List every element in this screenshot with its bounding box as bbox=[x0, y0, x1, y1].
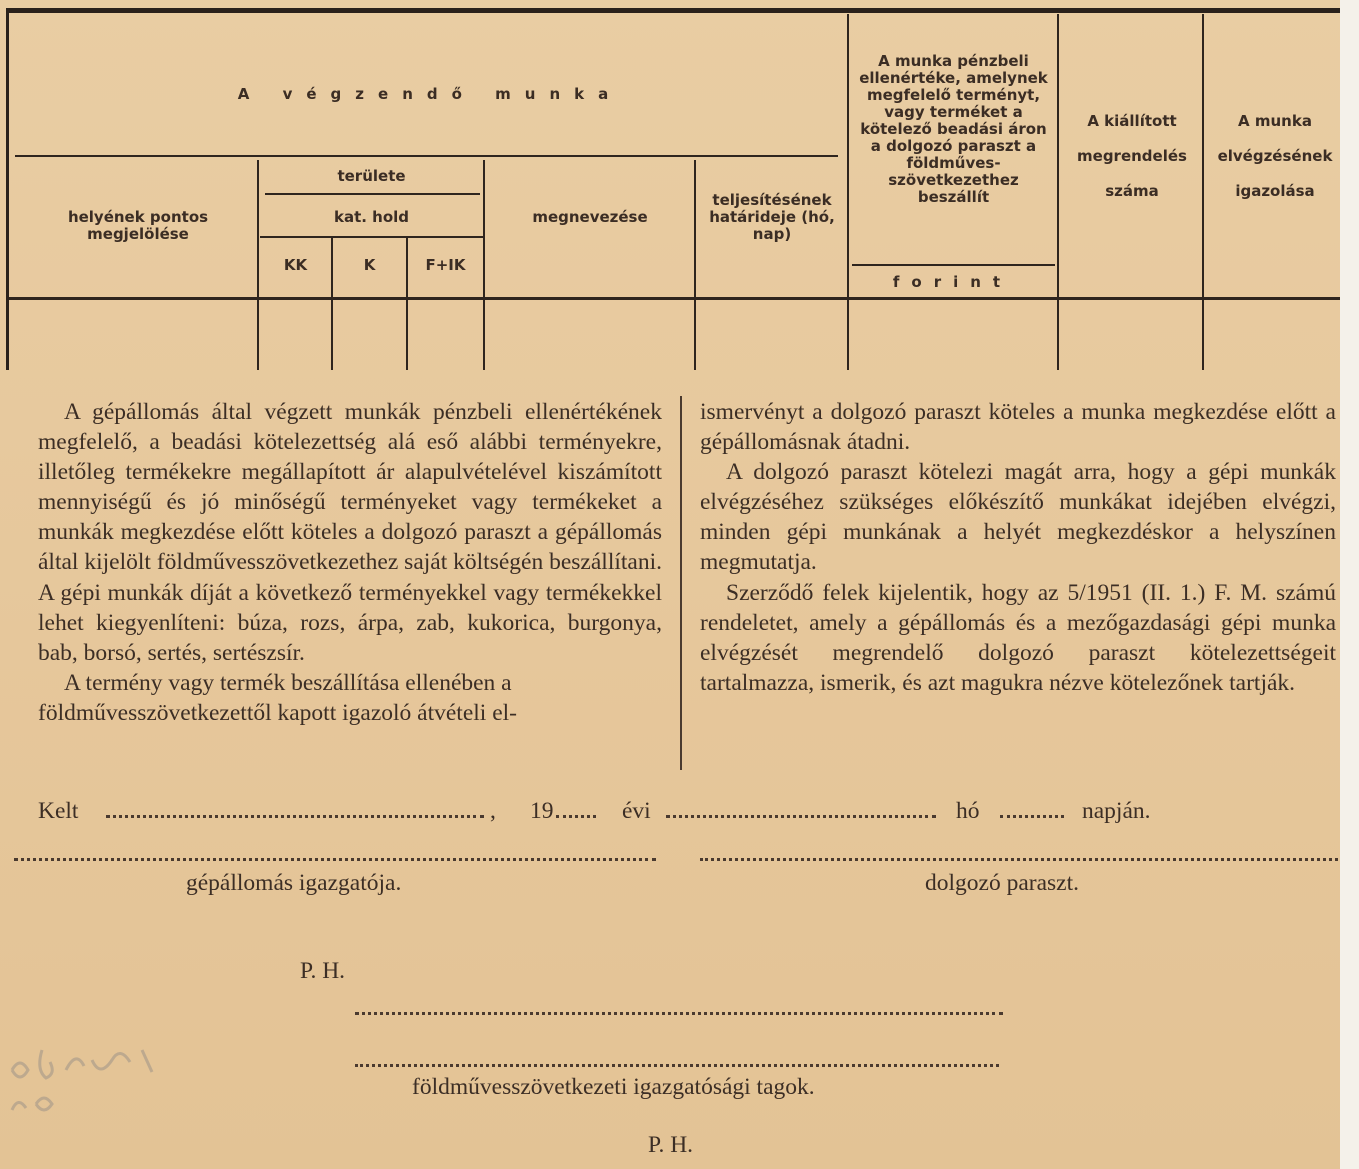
paragraph: A gépállomás által végzett munkák pénzbeli ellenértékének megfelelő, a beadási kötelezettség alá eső alábbi terményekre, illetőleg termékekre megállapított ár alapulvételével kiszámított mennyiségű és jó minőségű terményeket vagy termékeket a munkák megkezdése előtt köteles a dolgozó paraszt a gépállomás által kijelölt földművesszövetkezethez saját költségén beszállítani. A gépi munkák díját a következő terményekkel vagy termékekkel lehet kiegyenlíteni: búza, rozs, árpa, zab, kukorica, burgonya, bab, borsó, sertés, sertészsír. bbox=[38, 399, 662, 666]
coop-board-label: földművesszövetkezeti igazgatósági tagok. bbox=[412, 1074, 815, 1100]
header-kk: KK bbox=[283, 256, 308, 274]
table-rule bbox=[15, 155, 838, 157]
table-rule bbox=[9, 297, 1340, 300]
header-value-unit: forint bbox=[892, 273, 1013, 291]
header-cert: A munka elvégzésének igazolása bbox=[1217, 112, 1333, 200]
header-area-unit: kat. hold bbox=[333, 208, 410, 226]
table-divider bbox=[847, 14, 849, 370]
year-dotted-line[interactable] bbox=[556, 815, 596, 818]
coop-signature-line-1[interactable] bbox=[355, 1012, 1003, 1015]
evi-label: évi bbox=[622, 798, 651, 824]
column-divider bbox=[680, 396, 682, 770]
table-divider bbox=[257, 160, 259, 370]
year-prefix: 19 bbox=[530, 798, 554, 824]
left-signature-line[interactable] bbox=[14, 858, 656, 861]
director-label: gépállomás igazgatója. bbox=[186, 870, 402, 896]
table-rule bbox=[265, 193, 480, 195]
table-rule bbox=[852, 264, 1055, 266]
pencil-scribble-icon bbox=[2, 1030, 172, 1130]
coop-signature-line-2[interactable] bbox=[355, 1064, 999, 1067]
table-rule bbox=[260, 236, 483, 238]
right-signature-line[interactable] bbox=[700, 858, 1338, 861]
header-area: területe bbox=[337, 167, 406, 185]
table-divider bbox=[1057, 14, 1059, 370]
peasant-label: dolgozó paraszt. bbox=[925, 870, 1080, 896]
paragraph: A termény vagy termék beszállítása ellenében a földművesszövetkezettől kapott igazoló átvételi el- bbox=[38, 669, 517, 726]
kelt-label: Kelt bbox=[38, 798, 79, 824]
body-right-column bbox=[700, 397, 1336, 698]
header-order: A kiállított megrendelés száma bbox=[1077, 112, 1187, 200]
body-left-column bbox=[38, 397, 662, 728]
header-name: megnevezése bbox=[532, 208, 648, 226]
place-dotted-line[interactable] bbox=[106, 815, 484, 818]
table-divider bbox=[483, 160, 485, 370]
paragraph: Szerződő felek kijelentik, hogy az 5/1951 (II. 1.) F. M. számú rendeletet, amely a gépállomás és a mezőgazdasági gépi munka elvégzését megrendelő dolgozó paraszt kötelezettségeit tartalmazza, ismerik, és azt magukra nézve kötelezőnek tartják. bbox=[700, 579, 1336, 696]
header-location: helyének pontos megjelölése bbox=[67, 208, 209, 243]
header-k: K bbox=[363, 256, 376, 274]
paragraph: ismervényt a dolgozó paraszt köteles a munka megkezdése előtt a gépállomásnak átadni. bbox=[700, 399, 1336, 456]
header-value: A munka pénzbeli ellenértéke, amelynek megfelelő terményt, vagy terméket a kötelező beadási áron a dolgozó paraszt a földműves-szövetkezethez beszállít bbox=[859, 52, 1048, 206]
table-divider bbox=[694, 160, 696, 370]
header-main: A végzendő munka bbox=[237, 85, 623, 103]
scan-edge bbox=[1340, 0, 1359, 1169]
header-fik: F+IK bbox=[425, 256, 466, 274]
stamp-place-1: P. H. bbox=[300, 958, 346, 984]
paragraph: A dolgozó paraszt kötelezi magát arra, hogy a gépi munkák elvégzéséhez szükséges előkészítő munkákat idejében elvégzi, minden gépi munkának a helyét megkezdéskor a helyszínen megmutatja. bbox=[700, 459, 1336, 576]
table-divider bbox=[1202, 14, 1204, 370]
ho-label: hó bbox=[956, 798, 980, 824]
month-dotted-line[interactable] bbox=[666, 815, 936, 818]
day-dotted-line[interactable] bbox=[1000, 815, 1064, 818]
pencil-mark bbox=[2, 1030, 172, 1138]
header-deadline: teljesítésének határideje (hó, nap) bbox=[709, 191, 835, 243]
stamp-place-2: P. H. bbox=[648, 1132, 694, 1158]
napjan-label: napján. bbox=[1082, 798, 1151, 824]
